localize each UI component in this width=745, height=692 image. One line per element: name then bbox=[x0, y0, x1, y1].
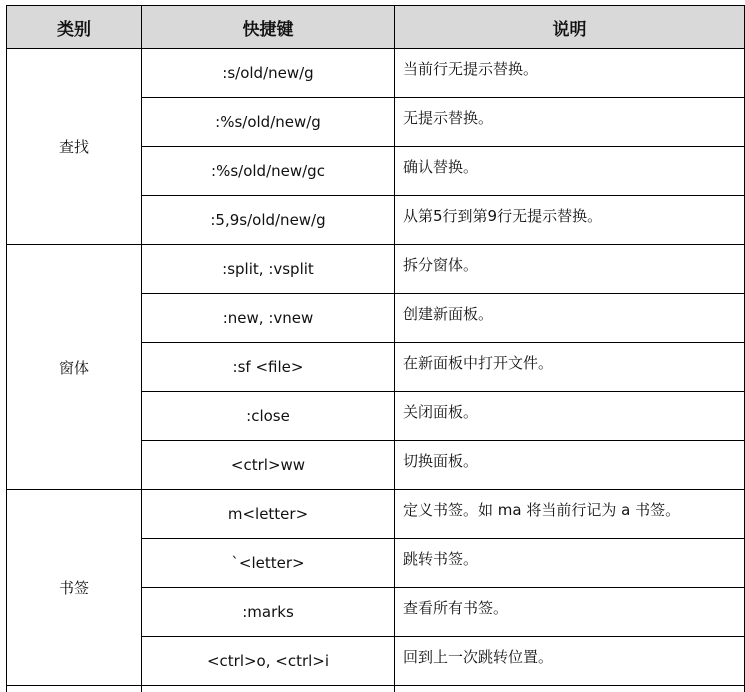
table-row bbox=[7, 490, 745, 539]
description-cell: 定义书签。如 ma 将当前行记为 a 书签。 bbox=[395, 490, 745, 539]
category-cell: 查找 bbox=[7, 49, 142, 245]
shortcut-cell: `<letter> bbox=[142, 539, 395, 588]
header-shortcut: 快捷键 bbox=[142, 6, 395, 49]
shortcut-cell: :%s/old/new/g bbox=[142, 98, 395, 147]
description-cell: 在新面板中打开文件。 bbox=[395, 343, 745, 392]
category-cell: 窗体 bbox=[7, 245, 142, 490]
description-cell: 从第5行到第9行无提示替换。 bbox=[395, 196, 745, 245]
description-cell: 回到上一次跳转位置。 bbox=[395, 637, 745, 686]
empty-cell bbox=[395, 686, 745, 692]
description-cell: 当前行无提示替换。 bbox=[395, 49, 745, 98]
empty-cell bbox=[7, 686, 142, 692]
shortcut-cell: <ctrl>o, <ctrl>i bbox=[142, 637, 395, 686]
category-cell: 书签 bbox=[7, 490, 142, 686]
shortcut-cell: m<letter> bbox=[142, 490, 395, 539]
shortcut-table bbox=[6, 5, 745, 692]
header-row bbox=[7, 6, 745, 49]
description-cell: 查看所有书签。 bbox=[395, 588, 745, 637]
header-category: 类别 bbox=[7, 6, 142, 49]
table-row-partial bbox=[7, 686, 745, 692]
table-row bbox=[7, 49, 745, 98]
description-cell: 确认替换。 bbox=[395, 147, 745, 196]
shortcut-cell: :5,9s/old/new/g bbox=[142, 196, 395, 245]
description-cell: 拆分窗体。 bbox=[395, 245, 745, 294]
shortcut-cell: :%s/old/new/gc bbox=[142, 147, 395, 196]
description-cell: 关闭面板。 bbox=[395, 392, 745, 441]
header-description: 说明 bbox=[395, 6, 745, 49]
empty-cell bbox=[142, 686, 395, 692]
description-cell: 无提示替换。 bbox=[395, 98, 745, 147]
shortcut-cell: :s/old/new/g bbox=[142, 49, 395, 98]
shortcut-cell: :sf <file> bbox=[142, 343, 395, 392]
shortcut-cell: :new, :vnew bbox=[142, 294, 395, 343]
description-cell: 创建新面板。 bbox=[395, 294, 745, 343]
description-cell: 跳转书签。 bbox=[395, 539, 745, 588]
shortcut-cell: :marks bbox=[142, 588, 395, 637]
shortcut-cell: :split, :vsplit bbox=[142, 245, 395, 294]
table-row bbox=[7, 245, 745, 294]
shortcut-cell: <ctrl>ww bbox=[142, 441, 395, 490]
description-cell: 切换面板。 bbox=[395, 441, 745, 490]
shortcut-cell: :close bbox=[142, 392, 395, 441]
